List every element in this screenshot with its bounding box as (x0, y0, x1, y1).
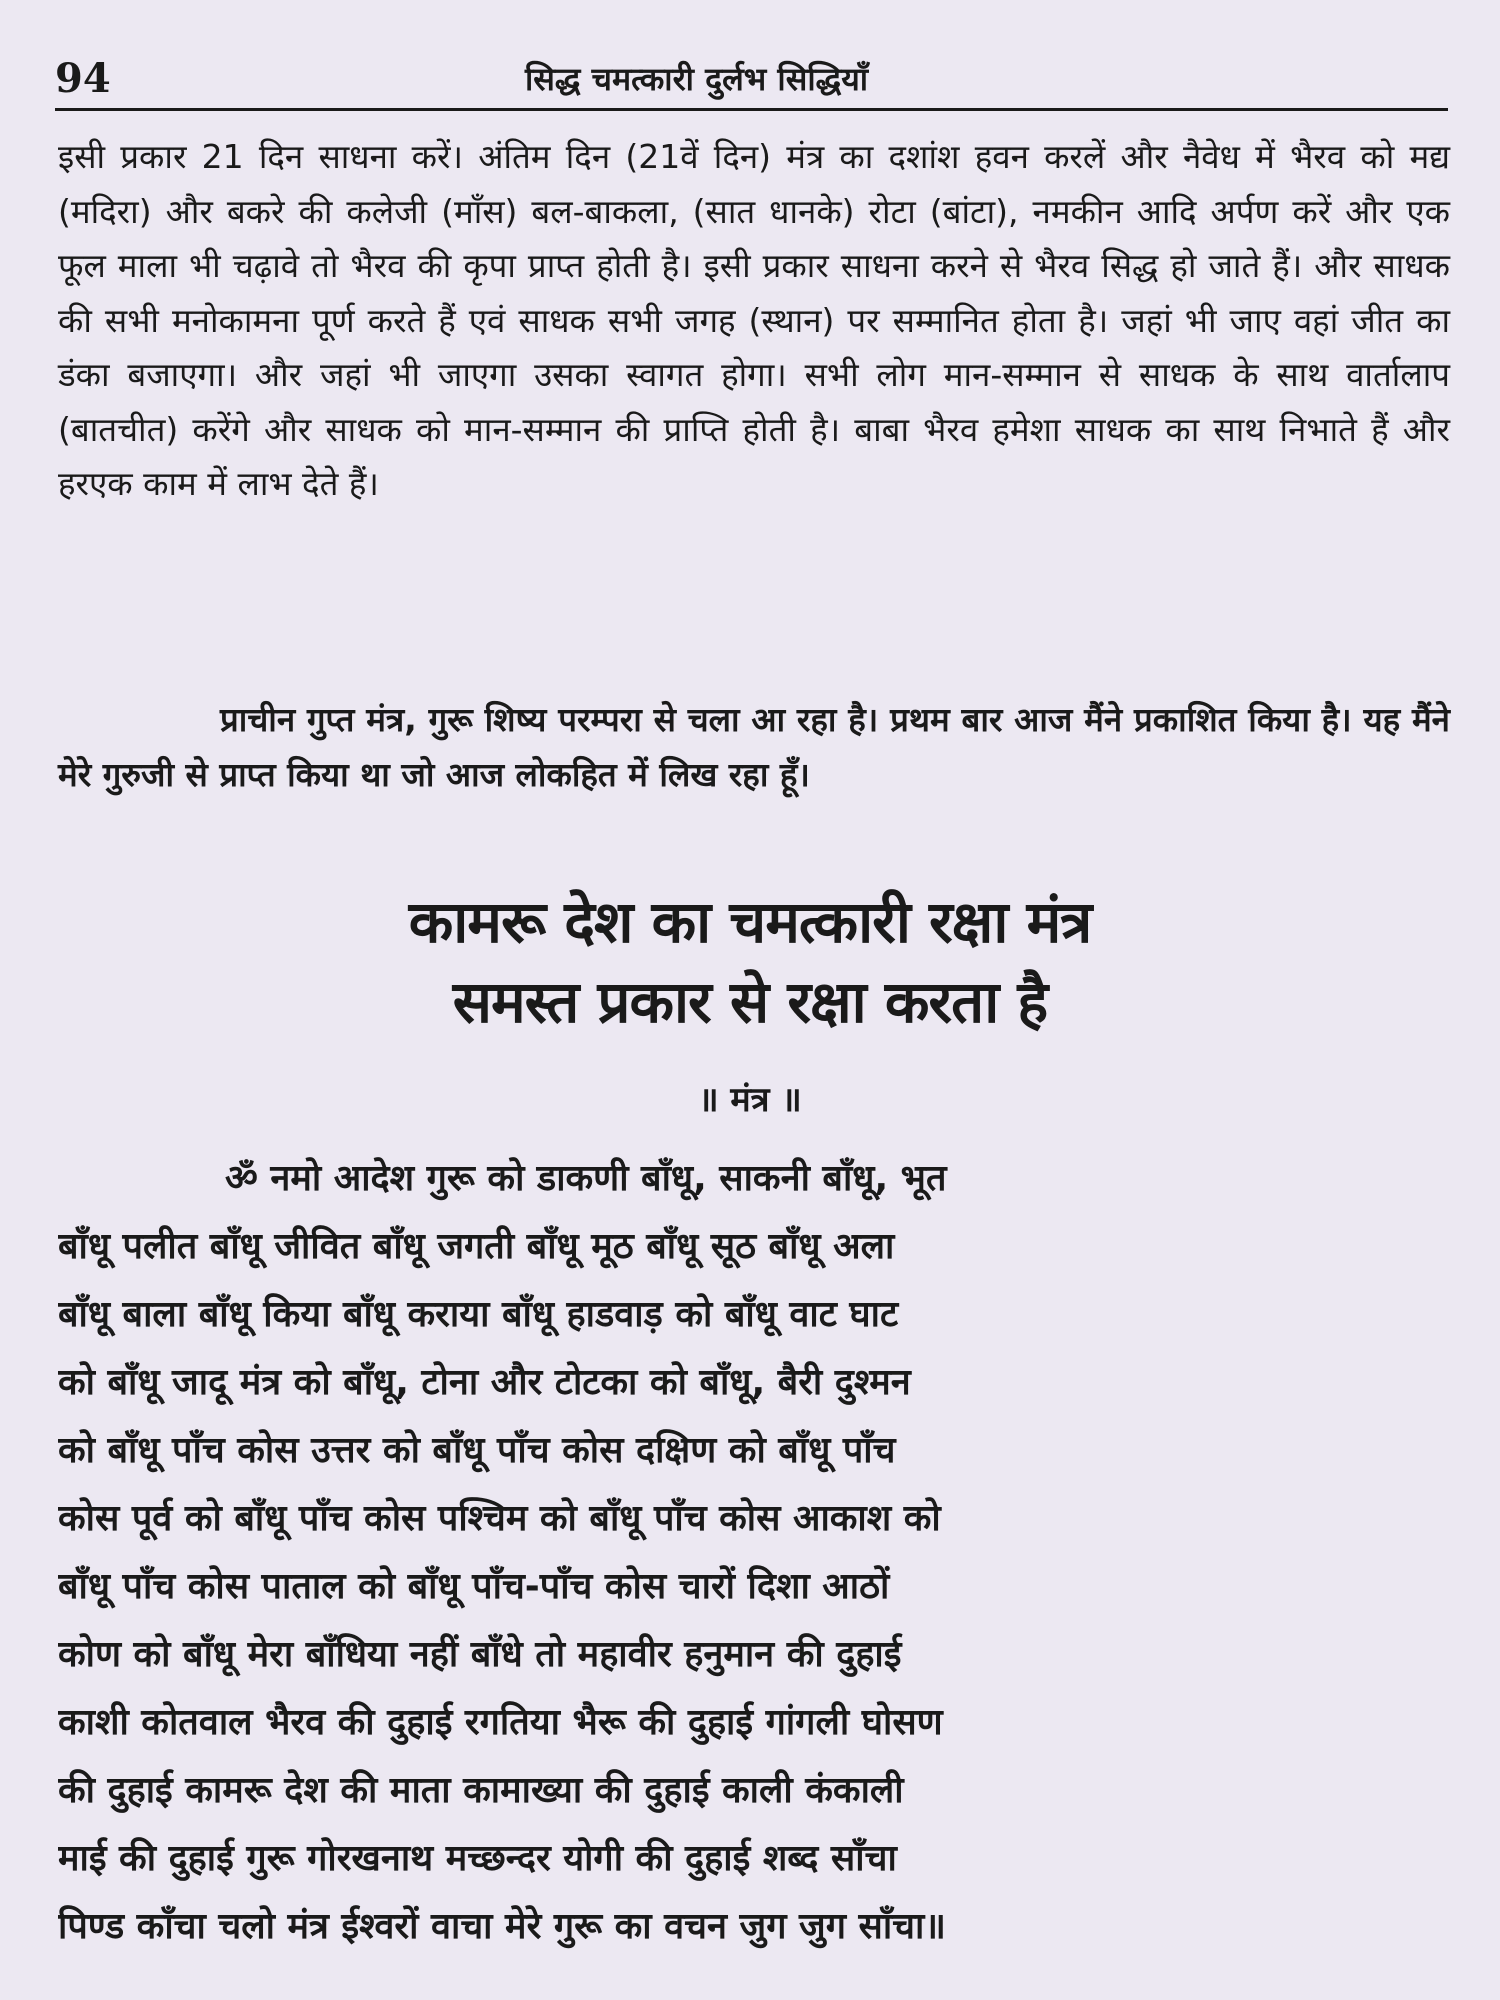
mantra-line: काशी कोतवाल भैरव की दुहाई रगतिया भैरू की दुहाई गांगली घोसण (58, 1702, 943, 1743)
mantra-line: ॐ नमो आदेश गुरू को डाकणी बाँधू, साकनी बाँधू, भूत (225, 1158, 947, 1199)
body-paragraph-2: प्राचीन गुप्त मंत्र, गुरू शिष्य परम्परा से चला आ रहा है। प्रथम बार आज मैंने प्रकाशित किया है। यह मैंने मेरे गुरुजी से प्राप्त किया था जो आज लोकहित में लिख रहा हूँ। (58, 700, 1450, 794)
page-header (55, 55, 1440, 110)
mantra-line: को बाँधू जादू मंत्र को बाँधू, टोना और टोटका को बाँधू, बैरी दुश्मन (58, 1362, 911, 1403)
mantra-line: बाँधू पाँच कोस पाताल को बाँधू पाँच-पाँच कोस चारों दिशा आठों (58, 1566, 890, 1607)
body-paragraph-1: इसी प्रकार 21 दिन साधना करें। अंतिम दिन (21वें दिन) मंत्र का दशांश हवन करलें और नैवेध में भैरव को मद्य (मदिरा) और बकरे की कलेजी (माँस) बल-बाकला, (सात धानके) रोटा (बांटा), नमकीन आदि अर्पण करें और एक फूल माला भी चढ़ावे तो भैरव की कृपा प्राप्त होती है। इसी प्रकार साधना करने से भैरव सिद्ध हो जाते हैं। और साधक की सभी मनोकामना पूर्ण करते हैं एवं साधक सभी जगह (स्थान) पर सम्मानित होता है। जहां भी जाए वहां जीत का डंका बजाएगा। और जहां भी जाएगा उसका स्वागत होगा। सभी लोग मान-सम्मान से साधक के साथ वार्तालाप (बातचीत) करेंगे और साधक को मान-सम्मान की प्राप्ति होती है। बाबा भैरव हमेशा साधक का साथ निभाते हैं और हरएक काम में लाभ देते हैं। (58, 137, 1450, 503)
mantra-line: पिण्ड काँचा चलो मंत्र ईश्वरों वाचा मेरे गुरू का वचन जुग जुग साँचा॥ (58, 1906, 946, 1947)
mantra-line: की दुहाई कामरू देश की माता कामाख्या की दुहाई काली कंकाली (58, 1770, 904, 1811)
running-title: सिद्ध चमत्कारी दुर्लभ सिद्धियाँ (525, 60, 869, 98)
header-divider (55, 108, 1448, 111)
mantra-line: माई की दुहाई गुरू गोरखनाथ मच्छन्दर योगी की दुहाई शब्द साँचा (58, 1838, 897, 1879)
mantra-line: को बाँधू पाँच कोस उत्तर को बाँधू पाँच कोस दक्षिण को बाँधू पाँच (58, 1430, 896, 1471)
page-number: 94 (55, 55, 111, 102)
section-heading-line-1: कामरू देश का चमत्कारी रक्षा मंत्र (408, 888, 1092, 956)
section-heading-line-2: समस्त प्रकार से रक्षा करता है (452, 968, 1048, 1036)
mantra-line: बाँधू बाला बाँधू किया बाँधू कराया बाँधू हाडवाड़ को बाँधू वाट घाट (58, 1294, 899, 1335)
mantra-line: कोण को बाँधू मेरा बाँधिया नहीं बाँधे तो महावीर हनुमान की दुहाई (58, 1634, 902, 1675)
mantra-line: बाँधू पलीत बाँधू जीवित बाँधू जगती बाँधू मूठ बाँधू सूठ बाँधू अला (58, 1226, 895, 1267)
mantra-label: ॥ मंत्र ॥ (698, 1080, 802, 1120)
mantra-line: कोस पूर्व को बाँधू पाँच कोस पश्चिम को बाँधू पाँच कोस आकाश को (58, 1498, 941, 1539)
